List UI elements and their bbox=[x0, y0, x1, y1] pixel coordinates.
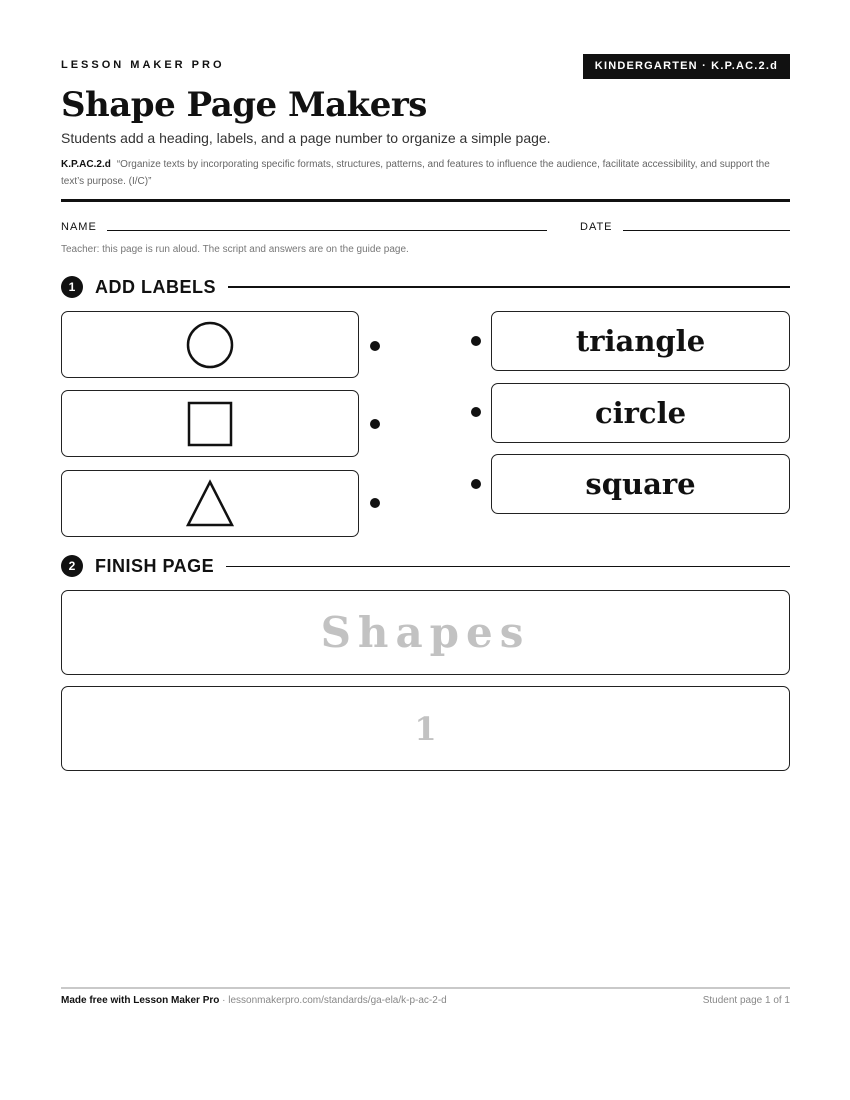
standard-text: “Organize texts by incorporating specific formats, structures, patterns, and features to influence the audience, facilitate accessibility, and support the text’s purpose. (I/C)” bbox=[61, 159, 770, 187]
section-title: ADD LABELS bbox=[95, 276, 216, 297]
standard-code: K.P.AC.2.d bbox=[61, 159, 111, 170]
footer-made-with: Made free with Lesson Maker Pro bbox=[61, 995, 220, 1006]
page-number-trace-text: 1 bbox=[414, 709, 437, 748]
standard-description bbox=[61, 156, 790, 190]
word-label: square bbox=[585, 467, 696, 501]
page-title: Shape Page Makers bbox=[61, 85, 427, 125]
grade-badge: KINDERGARTEN · K.P.AC.2.d bbox=[583, 54, 790, 79]
footer-page-label: Student page 1 of 1 bbox=[702, 995, 790, 1006]
worksheet-page bbox=[61, 0, 790, 1100]
word-card-2 bbox=[491, 383, 790, 443]
footer-divider bbox=[61, 987, 790, 989]
match-dot-left-1[interactable] bbox=[370, 341, 380, 351]
match-dot-right-2[interactable] bbox=[471, 407, 481, 417]
word-card-1 bbox=[491, 311, 790, 371]
section-title: FINISH PAGE bbox=[95, 555, 215, 576]
match-dot-right-1[interactable] bbox=[471, 336, 481, 346]
section-finish-page-header bbox=[61, 554, 790, 578]
circle-shape-icon bbox=[185, 320, 235, 370]
teacher-note: Teacher: this page is run aloud. The script and answers are on the guide page. bbox=[61, 244, 409, 255]
match-dot-right-3[interactable] bbox=[471, 479, 481, 489]
shape-card-triangle bbox=[61, 470, 359, 537]
footer-credit bbox=[61, 995, 447, 1006]
square-shape-icon bbox=[185, 399, 235, 449]
section-number-badge: 1 bbox=[61, 276, 83, 298]
heading-trace-box[interactable] bbox=[61, 590, 790, 675]
shape-card-circle bbox=[61, 311, 359, 378]
header-divider bbox=[61, 199, 790, 202]
match-dot-left-2[interactable] bbox=[370, 419, 380, 429]
match-dot-left-3[interactable] bbox=[370, 498, 380, 508]
section-divider bbox=[226, 566, 790, 567]
word-label: triangle bbox=[575, 324, 706, 358]
page-subtitle: Students add a heading, labels, and a page number to organize a simple page. bbox=[61, 130, 551, 146]
name-field-line[interactable] bbox=[107, 230, 547, 231]
shape-card-square bbox=[61, 390, 359, 457]
date-label: DATE bbox=[580, 221, 613, 233]
word-card-3 bbox=[491, 454, 790, 514]
page-number-trace-box[interactable] bbox=[61, 686, 790, 771]
heading-trace-text: Shapes bbox=[320, 608, 531, 657]
name-label: NAME bbox=[61, 221, 97, 233]
brand-name: LESSON MAKER PRO bbox=[61, 59, 225, 71]
date-field-line[interactable] bbox=[623, 230, 790, 231]
section-number-badge: 2 bbox=[61, 555, 83, 577]
footer-url: · lessonmakerpro.com/standards/ga-ela/k-p-ac-2-d bbox=[219, 995, 447, 1006]
word-label: circle bbox=[594, 396, 687, 430]
section-divider bbox=[228, 286, 790, 288]
section-add-labels-header bbox=[61, 275, 790, 299]
triangle-shape-icon bbox=[185, 479, 235, 529]
